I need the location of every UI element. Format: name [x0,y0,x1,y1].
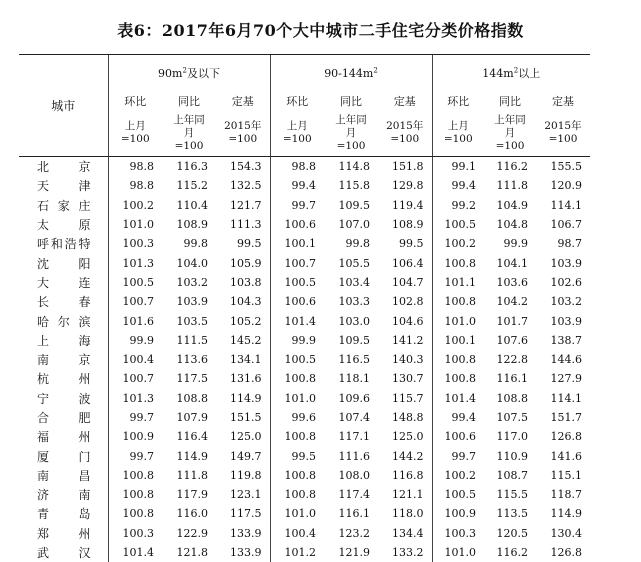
table-row [19,427,590,446]
index-value-cell: 102.8 [392,295,424,309]
index-value-cell: 104.8 [496,218,528,232]
group-header-small: $90m^2$及以下 [108,55,270,92]
index-value-cell: 99.8 [183,237,208,251]
table-row [19,524,590,543]
city-cell: 太原 [37,218,91,233]
index-value-cell: 100.8 [432,253,484,272]
index-value-cell: 151.5 [230,411,262,424]
table-row [19,389,590,408]
index-value-cell: 117.5 [230,507,262,521]
index-value-cell: 100.9 [108,427,162,446]
index-value-cell: 101.4 [108,543,162,562]
index-value-cell: 98.8 [108,157,162,177]
index-value-cell: 105.2 [230,314,262,328]
index-value-cell: 116.0 [176,507,208,521]
city-cell: 济南 [37,488,91,503]
index-value-cell: 100.8 [108,504,162,523]
index-value-cell: 101.4 [432,389,484,408]
subhead-cell: 同比 [178,94,200,108]
index-value-cell: 116.3 [176,160,208,174]
index-value-cell: 134.4 [392,526,424,540]
table-row [19,543,590,562]
index-value-cell: 118.1 [338,372,370,386]
index-value-cell: 126.8 [550,546,582,560]
city-cell: 大连 [37,275,91,290]
index-value-cell: 99.7 [108,446,162,465]
index-value-cell: 100.8 [270,485,324,504]
index-value-cell: 100.5 [432,485,484,504]
index-value-cell: 109.5 [338,333,370,347]
index-value-cell: 117.9 [176,488,208,502]
index-value-cell: 100.5 [270,350,324,369]
city-cell: 福州 [37,430,91,445]
index-value-cell: 101.6 [108,311,162,330]
index-value-cell: 99.1 [432,157,484,177]
table-row [19,176,590,195]
index-value-cell: 109.5 [338,198,370,212]
index-value-cell: 120.5 [496,526,528,540]
index-value-cell: 110.4 [176,198,208,212]
table-row [19,466,590,485]
index-value-cell: 99.9 [108,331,162,350]
index-value-cell: 100.1 [270,234,324,253]
table-row [19,485,590,504]
subhead-cell: 同比 [340,94,362,108]
index-value-cell: 99.2 [432,196,484,215]
index-value-cell: 117.4 [338,488,370,502]
index-value-cell: 103.5 [176,314,208,328]
index-value-cell: 108.8 [176,391,208,405]
index-value-cell: 105.9 [230,256,262,270]
index-value-cell: 149.7 [230,449,262,463]
table-row [19,196,590,215]
base-period-cell: 2015年 =100 [536,110,590,157]
index-value-cell: 103.3 [338,295,370,309]
index-value-cell: 100.6 [270,215,324,234]
table-row [19,215,590,234]
table-row [19,273,590,292]
table-row [19,331,590,350]
index-value-cell: 114.1 [550,391,582,405]
index-value-cell: 100.3 [108,524,162,543]
index-value-cell: 100.8 [270,369,324,388]
index-value-cell: 101.4 [270,311,324,330]
index-value-cell: 108.0 [338,468,370,482]
index-value-cell: 104.2 [496,295,528,309]
index-value-cell: 114.9 [176,449,208,463]
city-cell: 青岛 [37,507,91,522]
group-header-medium: $90-144m^2$ [270,55,432,92]
index-value-cell: 107.0 [338,218,370,232]
index-value-cell: 100.8 [270,427,324,446]
subhead-cell: 定基 [393,94,416,108]
index-value-cell: 104.9 [496,198,528,212]
index-value-cell: 118.7 [550,488,582,502]
base-period-cell: 上年同 月 =100 [324,110,378,157]
index-value-cell: 151.7 [550,411,582,424]
index-value-cell: 101.0 [432,311,484,330]
index-value-cell: 104.1 [496,256,528,270]
index-value-cell: 154.3 [230,160,262,174]
index-value-cell: 100.6 [432,427,484,446]
city-cell: 天津 [37,179,91,194]
index-value-cell: 103.2 [550,295,582,309]
index-value-cell: 111.5 [176,333,208,347]
index-value-cell: 121.1 [392,488,424,502]
table-row [19,350,590,369]
city-cell: 杭州 [37,372,91,387]
index-value-cell: 103.9 [176,295,208,309]
city-cell: 宁波 [37,391,91,406]
index-value-cell: 115.1 [550,468,582,482]
index-value-cell: 100.7 [270,253,324,272]
index-value-cell: 101.7 [496,314,528,328]
index-value-cell: 99.9 [270,331,324,350]
index-value-cell: 100.3 [432,524,484,543]
index-value-cell: 101.1 [432,273,484,292]
city-cell: 武汉 [37,546,91,561]
base-period-cell: 2015年 =100 [378,110,432,157]
index-value-cell: 103.6 [496,275,528,289]
index-value-cell: 119.4 [392,198,424,212]
index-value-cell: 116.5 [338,353,370,367]
index-value-cell: 107.6 [496,333,528,347]
city-cell: 呼和浩特 [37,237,91,252]
index-value-cell: 115.5 [496,488,528,502]
index-value-cell: 110.9 [496,449,528,463]
index-value-cell: 141.2 [392,333,424,347]
index-value-cell: 104.6 [392,314,424,328]
index-value-cell: 123.1 [230,488,262,502]
index-value-cell: 115.7 [392,391,424,405]
index-value-cell: 106.7 [550,218,582,232]
table-row [19,311,590,330]
index-value-cell: 99.6 [270,408,324,427]
price-index-table [19,54,590,562]
index-value-cell: 155.5 [550,160,582,174]
index-value-cell: 115.2 [176,179,208,193]
index-value-cell: 107.4 [338,411,370,424]
index-value-cell: 114.1 [550,198,582,212]
index-value-cell: 145.2 [230,333,262,347]
index-value-cell: 111.3 [230,218,262,232]
subhead-cell: 环比 [270,91,324,110]
city-cell: 长春 [37,295,91,310]
city-header: 城市 [19,55,108,157]
table-row [19,157,590,177]
index-value-cell: 111.8 [496,179,528,193]
index-value-cell: 116.2 [496,160,528,174]
index-value-cell: 100.5 [270,273,324,292]
index-value-cell: 100.7 [108,369,162,388]
index-value-cell: 106.4 [392,256,424,270]
index-value-cell: 99.5 [237,237,262,251]
index-value-cell: 99.8 [345,237,370,251]
index-value-cell: 100.8 [270,466,324,485]
table-row [19,369,590,388]
index-value-cell: 102.6 [550,275,582,289]
city-cell: 郑州 [37,526,91,541]
index-value-cell: 113.6 [176,353,208,367]
index-value-cell: 130.7 [392,372,424,386]
index-value-cell: 116.1 [338,507,370,521]
index-value-cell: 99.7 [270,196,324,215]
index-value-cell: 103.9 [550,314,582,328]
city-cell: 厦门 [37,449,91,464]
index-value-cell: 104.3 [230,295,262,309]
index-value-cell: 121.7 [230,198,262,212]
table-row [19,292,590,311]
index-value-cell: 123.2 [338,526,370,540]
index-value-cell: 100.2 [432,466,484,485]
index-value-cell: 108.9 [392,218,424,232]
table-row [19,446,590,465]
index-value-cell: 100.8 [432,292,484,311]
index-value-cell: 103.9 [550,256,582,270]
index-value-cell: 100.3 [108,234,162,253]
city-cell: 南昌 [37,468,91,483]
index-value-cell: 121.9 [338,546,370,560]
index-value-cell: 115.8 [338,179,370,193]
index-value-cell: 114.8 [338,160,370,174]
index-value-cell: 101.2 [270,543,324,562]
index-value-cell: 120.9 [550,179,582,193]
index-value-cell: 100.1 [432,331,484,350]
index-value-cell: 100.8 [432,350,484,369]
index-value-cell: 101.0 [108,215,162,234]
index-value-cell: 107.5 [496,411,528,424]
index-value-cell: 133.9 [230,526,262,540]
city-cell: 哈尔滨 [37,314,91,329]
index-value-cell: 99.4 [432,176,484,195]
index-value-cell: 108.7 [496,468,528,482]
index-value-cell: 125.0 [230,430,262,444]
city-cell: 石家庄 [37,198,91,213]
index-value-cell: 100.4 [108,350,162,369]
index-value-cell: 129.8 [392,179,424,193]
index-value-cell: 134.1 [230,353,262,367]
index-value-cell: 103.0 [338,314,370,328]
index-value-cell: 122.8 [496,353,528,367]
index-value-cell: 114.9 [550,507,582,521]
index-value-cell: 148.8 [392,411,424,424]
city-cell: 合肥 [37,411,91,425]
index-value-cell: 132.5 [230,179,262,193]
index-value-cell: 114.9 [230,391,262,405]
index-value-cell: 111.6 [338,449,370,463]
index-value-cell: 100.8 [432,369,484,388]
index-value-cell: 133.9 [230,546,262,560]
group-header-large: $144m^2$以上 [432,55,590,92]
index-value-cell: 98.8 [270,157,324,177]
index-value-cell: 116.1 [496,372,528,386]
index-value-cell: 100.5 [432,215,484,234]
index-value-cell: 101.0 [432,543,484,562]
index-value-cell: 133.2 [392,546,424,560]
table-row [19,504,590,523]
index-value-cell: 100.8 [108,485,162,504]
index-value-cell: 99.7 [432,446,484,465]
index-value-cell: 100.2 [108,196,162,215]
index-value-cell: 99.4 [432,408,484,427]
index-value-cell: 103.4 [338,275,370,289]
index-value-cell: 108.9 [176,218,208,232]
index-value-cell: 100.7 [108,292,162,311]
subhead-cell: 定基 [552,94,574,108]
index-value-cell: 104.7 [392,275,424,289]
index-value-cell: 113.5 [496,507,528,521]
city-cell: 南京 [37,353,91,368]
index-value-cell: 121.8 [176,546,208,560]
index-value-cell: 151.8 [392,160,424,174]
index-value-cell: 103.8 [230,275,262,289]
base-period-cell: 上年同 月 =100 [484,110,536,157]
index-value-cell: 141.6 [550,449,582,463]
index-value-cell: 144.2 [392,449,424,463]
city-cell: 沈阳 [37,256,91,271]
index-value-cell: 98.8 [108,176,162,195]
index-value-cell: 122.9 [176,526,208,540]
index-value-cell: 131.6 [230,372,262,386]
index-value-cell: 99.4 [270,176,324,195]
index-value-cell: 100.5 [108,273,162,292]
index-value-cell: 116.4 [176,430,208,444]
base-period-cell: 2015年 =100 [216,110,270,157]
index-value-cell: 100.2 [432,234,484,253]
subhead-cell: 环比 [108,91,162,110]
index-value-cell: 99.5 [270,446,324,465]
index-value-cell: 126.8 [550,430,582,444]
index-value-cell: 98.7 [557,237,582,251]
base-period-cell: 上年同 月 =100 [162,110,216,157]
table-row [19,253,590,272]
subhead-cell: 定基 [231,94,254,108]
index-value-cell: 100.9 [432,504,484,523]
index-value-cell: 99.5 [399,237,424,251]
index-value-cell: 101.3 [108,253,162,272]
base-period-cell: 上月 =100 [432,110,484,157]
index-value-cell: 116.2 [496,546,528,560]
base-period-cell: 上月 =100 [270,110,324,157]
table-title: 表6：2017年6月70个大中城市二手住宅分类价格指数 [117,21,524,40]
index-value-cell: 119.8 [230,468,262,482]
index-value-cell: 117.1 [338,430,370,444]
index-value-cell: 117.0 [496,430,528,444]
index-value-cell: 101.3 [108,389,162,408]
index-value-cell: 117.5 [176,372,208,386]
index-value-cell: 100.8 [108,466,162,485]
index-value-cell: 130.4 [550,526,582,540]
index-value-cell: 99.9 [503,237,528,251]
index-value-cell: 100.6 [270,292,324,311]
city-cell: 上海 [37,333,91,348]
base-period-cell: 上月 =100 [108,110,162,157]
index-value-cell: 107.9 [176,411,208,424]
index-value-cell: 111.8 [176,468,208,482]
index-value-cell: 105.5 [338,256,370,270]
table-row [19,408,590,427]
subhead-cell: 同比 [499,94,521,108]
index-value-cell: 109.6 [338,391,370,405]
index-value-cell: 104.0 [176,256,208,270]
city-cell: 北京 [37,160,91,175]
index-value-cell: 144.6 [550,353,582,367]
index-value-cell: 99.7 [108,408,162,427]
index-value-cell: 108.8 [496,391,528,405]
index-value-cell: 127.9 [550,372,582,386]
index-value-cell: 116.8 [392,468,424,482]
index-value-cell: 101.0 [270,389,324,408]
index-value-cell: 140.3 [392,353,424,367]
index-value-cell: 100.4 [270,524,324,543]
subhead-cell: 环比 [432,91,484,110]
index-value-cell: 103.2 [176,275,208,289]
table-row [19,234,590,253]
index-value-cell: 101.0 [270,504,324,523]
index-value-cell: 118.0 [392,507,424,521]
index-value-cell: 125.0 [392,430,424,444]
index-value-cell: 138.7 [550,333,582,347]
